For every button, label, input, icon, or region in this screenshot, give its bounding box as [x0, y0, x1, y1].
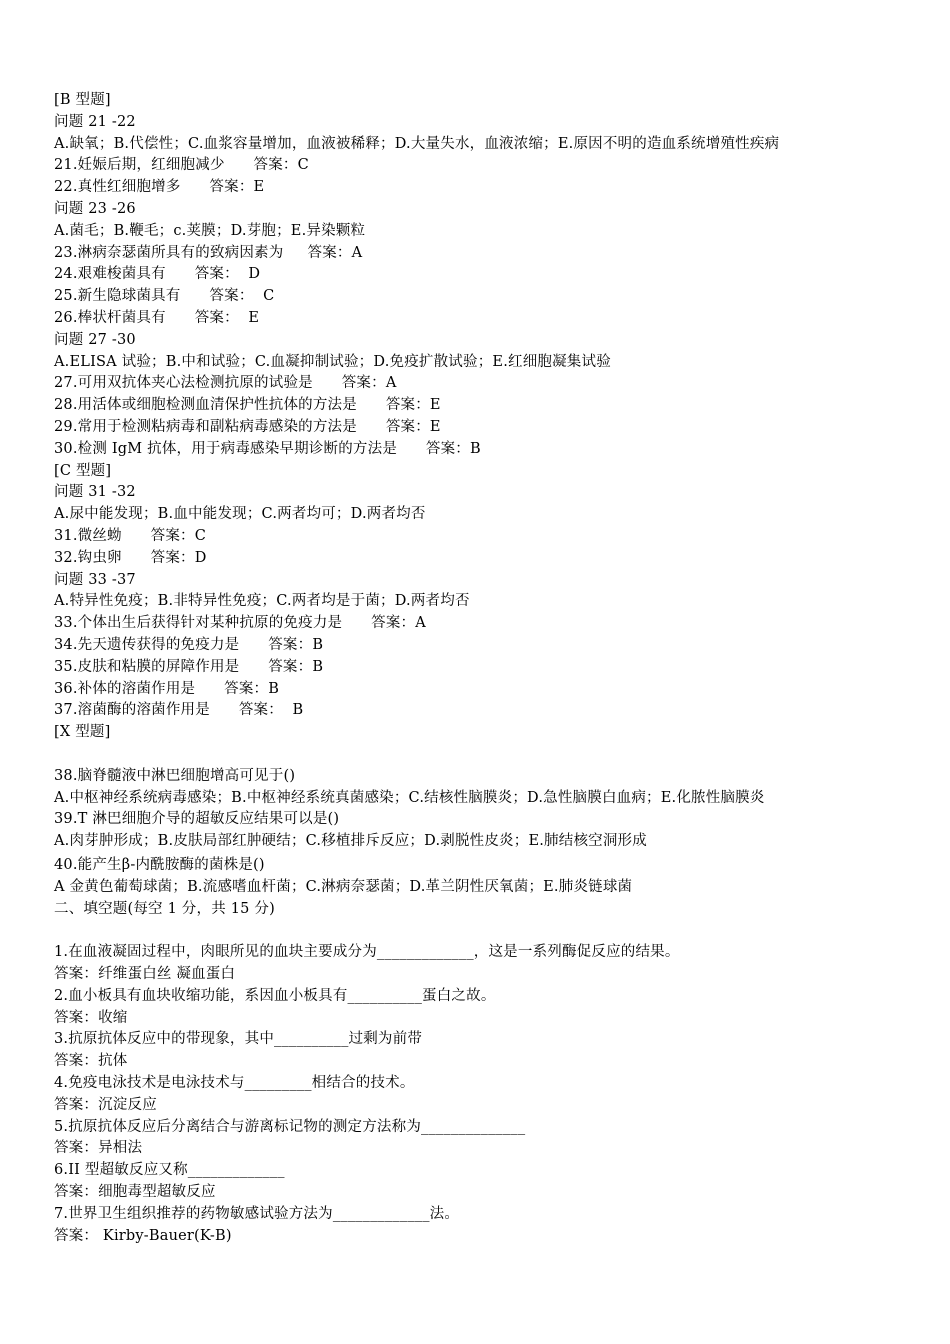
text-line: 2.血小板具有血块收缩功能，系因血小板具有__________蛋白之故。	[54, 987, 496, 1004]
blank-line	[54, 920, 914, 942]
text-line: 32.钩虫卵 答案：D	[54, 549, 207, 566]
text-line: 36.补体的溶菌作用是 答案：B	[54, 680, 280, 697]
blank-line	[54, 744, 914, 766]
text-line: 29.常用于检测粘病毒和副粘病毒感染的方法是 答案：E	[54, 418, 441, 435]
text-line: 5.抗原抗体反应后分离结合与游离标记物的测定方法称为______________	[54, 1118, 526, 1135]
text-line: 7.世界卫生组织推荐的药物敏感试验方法为_____________法。	[54, 1205, 460, 1222]
text-line: 答案：异相法	[54, 1140, 143, 1157]
text-line: 38.脑脊髓液中淋巴细胞增高可见于()	[54, 767, 296, 784]
text-line: 二、填空题(每空 1 分，共 15 分)	[54, 900, 275, 917]
text-line: 31.微丝蚴 答案：C	[54, 527, 207, 544]
text-line: 37.溶菌酶的溶菌作用是 答案： B	[54, 702, 304, 719]
text-line: 26.棒状杆菌具有 答案： E	[54, 309, 260, 326]
text-line: 6.II 型超敏反应又称_____________	[54, 1162, 285, 1179]
text-line: 3.抗原抗体反应中的带现象，其中__________过剩为前带	[54, 1031, 423, 1048]
text-line: 34.先天遗传获得的免疫力是 答案：B	[54, 636, 324, 653]
text-line: 28.用活体或细胞检测血清保护性抗体的方法是 答案：E	[54, 397, 441, 414]
text-line: A.特异性免疫；B.非特异性免疫；C.两者均是于菌；D.两者均否	[54, 593, 470, 610]
text-line: 4.免疫电泳技术是电泳技术与_________相结合的技术。	[54, 1075, 415, 1092]
text-line: 问题 23 -26	[54, 200, 136, 217]
text-line: 24.艰难梭菌具有 答案： D	[54, 266, 261, 283]
text-line: [C 型题]	[54, 462, 112, 479]
text-line: 问题 27 -30	[54, 331, 136, 348]
text-line: 33.个体出生后获得针对某种抗原的免疫力是 答案：A	[54, 615, 426, 632]
text-line: A.ELISA 试验；B.中和试验；C.血凝抑制试验；D.免疫扩散试验；E.红细胞凝集试验	[54, 353, 611, 370]
document-body	[54, 90, 914, 1247]
text-line: 答案：收缩	[54, 1009, 128, 1026]
text-line: 答案：抗体	[54, 1053, 128, 1070]
text-line: A.缺氧；B.代偿性；C.血浆容量增加，血液被稀释；D.大量失水，血液浓缩；E.原因不明的造血系统增殖性疾病	[54, 135, 780, 152]
text-line: 答案：沉淀反应	[54, 1096, 157, 1113]
text-line: 问题 21 -22	[54, 113, 136, 130]
text-line: 答案：细胞毒型超敏反应	[54, 1184, 216, 1201]
text-line: 21.妊娠后期，红细胞减少 答案：C	[54, 157, 309, 174]
text-line: 问题 33 -37	[54, 571, 136, 588]
text-line: 35.皮肤和粘膜的屏障作用是 答案：B	[54, 658, 324, 675]
text-line: A.菌毛；B.鞭毛；c.荚膜；D.芽胞；E.异染颗粒	[54, 222, 366, 239]
text-line: 27.可用双抗体夹心法检测抗原的试验是 答案：A	[54, 375, 397, 392]
text-line: [B 型题]	[54, 92, 111, 108]
text-line: 1.在血液凝固过程中，肉眼所见的血块主要成分为_____________，这是一系列酶促反应的结果。	[54, 944, 680, 961]
text-line: 答案： Kirby-Bauer(K-B)	[54, 1227, 232, 1244]
text-line: 23.淋病奈瑟菌所具有的致病因素为 答案：A	[54, 244, 363, 261]
text-line: 40.能产生β-内酰胺酶的菌株是()	[54, 856, 265, 873]
text-line: 30.检测 IgM 抗体，用于病毒感染早期诊断的方法是 答案：B	[54, 440, 481, 457]
text-line: A 金黄色葡萄球菌；B.流感嗜血杆菌；C.淋病奈瑟菌；D.革兰阴性厌氧菌；E.肺炎链球菌	[54, 878, 633, 895]
text-line: 22.真性红细胞增多 答案：E	[54, 179, 265, 196]
text-line: 答案：纤维蛋白丝 凝血蛋白	[54, 966, 236, 983]
text-line: A.肉芽肿形成；B.皮肤局部红肿硬结；C.移植排斥反应；D.剥脱性皮炎；E.肺结核空洞形成	[54, 833, 647, 850]
text-line: [X 型题]	[54, 724, 111, 741]
text-line: 39.T 淋巴细胞介导的超敏反应结果可以是()	[54, 811, 340, 828]
text-line: A.尿中能发现；B.血中能发现；C.两者均可；D.两者均否	[54, 506, 426, 523]
text-line: 25.新生隐球菌具有 答案： C	[54, 288, 275, 305]
text-line: 问题 31 -32	[54, 484, 136, 501]
text-line: A.中枢神经系统病毒感染；B.中枢神经系统真菌感染；C.结核性脑膜炎；D.急性脑膜白血病；E.化脓性脑膜炎	[54, 789, 765, 806]
